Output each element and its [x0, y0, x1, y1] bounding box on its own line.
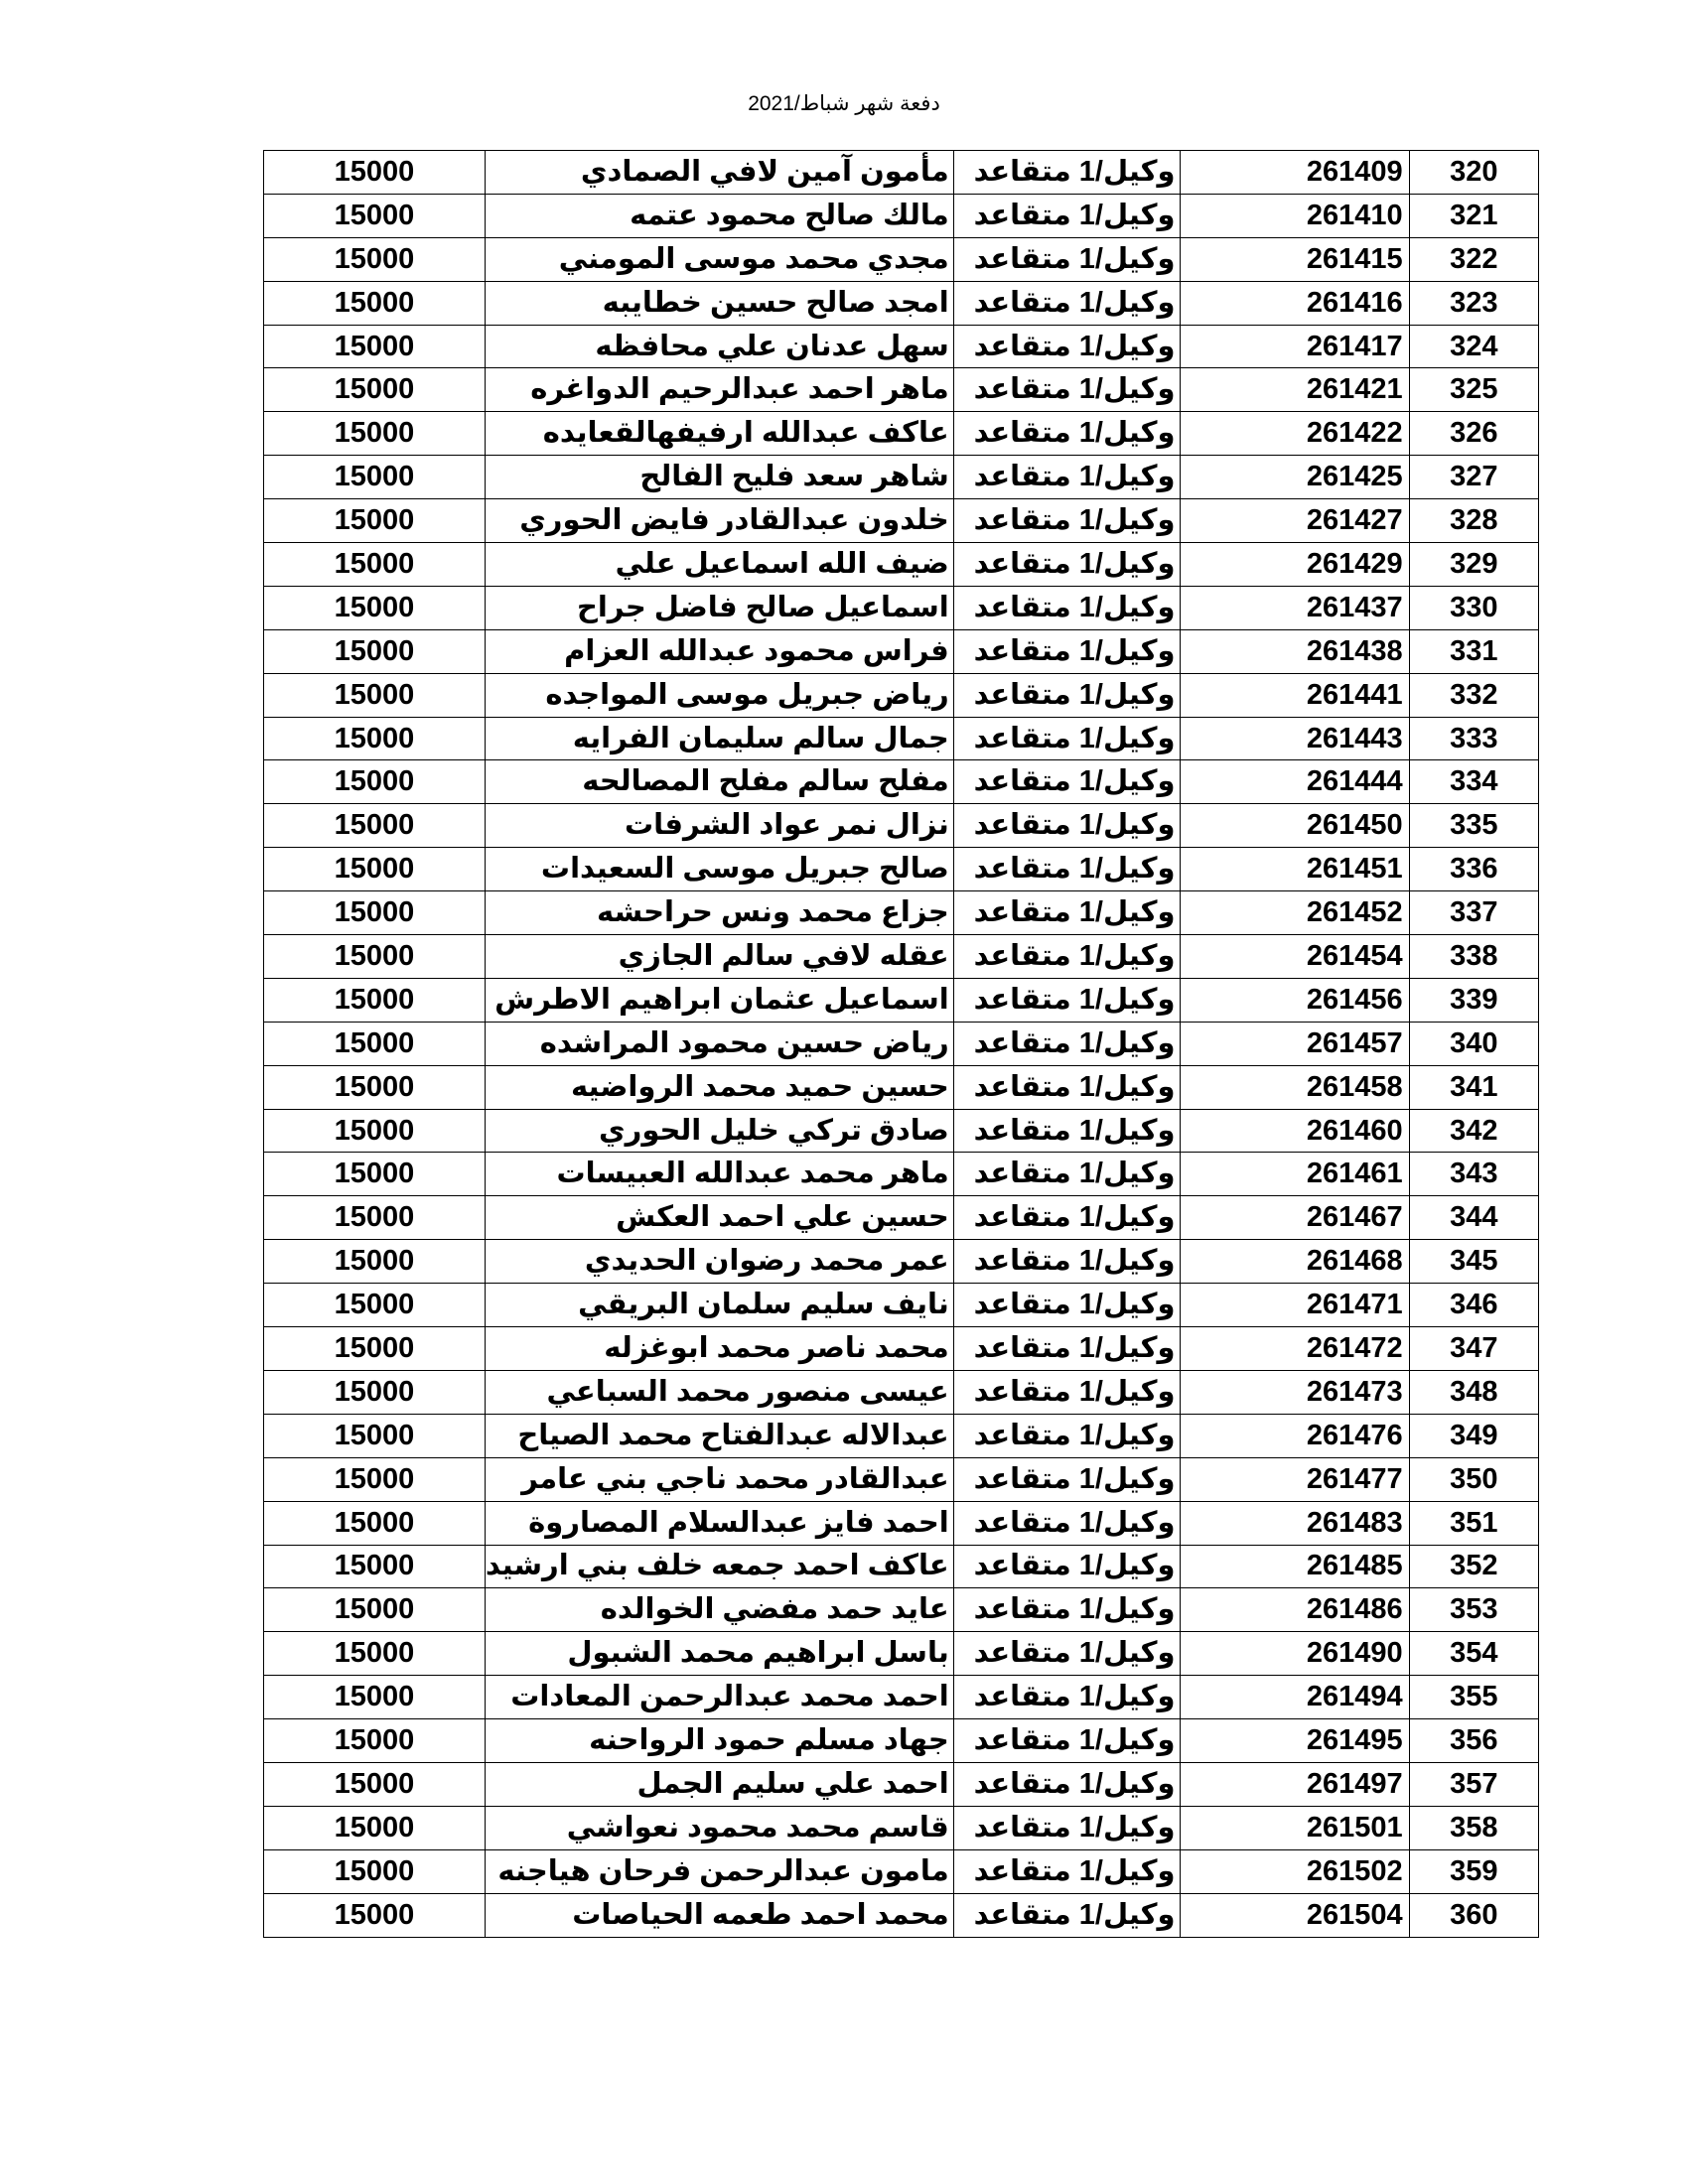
name-cell: ماهر احمد عبدالرحيم الدواغره [485, 368, 953, 412]
table-row [264, 1501, 1539, 1545]
name-cell: عبدالقادر محمد ناجي بني عامر [485, 1457, 953, 1501]
id-cell: 261460 [1180, 1109, 1409, 1153]
name-cell: عاكف عبدالله ارفيفهالقعايده [485, 412, 953, 456]
amount-cell: 15000 [264, 1109, 486, 1153]
table-row [264, 1327, 1539, 1371]
id-cell: 261476 [1180, 1414, 1409, 1457]
type-cell: وكيل/1 متقاعد [953, 368, 1180, 412]
type-cell: وكيل/1 متقاعد [953, 1240, 1180, 1284]
sequence-cell: 355 [1409, 1676, 1538, 1719]
table-row [264, 1762, 1539, 1806]
table-row [264, 586, 1539, 629]
id-cell: 261441 [1180, 673, 1409, 717]
sequence-cell: 327 [1409, 456, 1538, 499]
name-cell: صالح جبريل موسى السعيدات [485, 848, 953, 891]
id-cell: 261444 [1180, 760, 1409, 804]
table-row [264, 1109, 1539, 1153]
sequence-cell: 344 [1409, 1196, 1538, 1240]
name-cell: عايد حمد مفضي الخوالده [485, 1588, 953, 1632]
id-cell: 261415 [1180, 237, 1409, 281]
name-cell: ضيف الله اسماعيل علي [485, 543, 953, 587]
id-cell: 261504 [1180, 1893, 1409, 1937]
sequence-cell: 323 [1409, 281, 1538, 325]
sequence-cell: 357 [1409, 1762, 1538, 1806]
sequence-cell: 349 [1409, 1414, 1538, 1457]
table-row [264, 717, 1539, 760]
id-cell: 261497 [1180, 1762, 1409, 1806]
type-cell: وكيل/1 متقاعد [953, 543, 1180, 587]
amount-cell: 15000 [264, 1632, 486, 1676]
name-cell: جهاد مسلم حمود الرواحنه [485, 1719, 953, 1763]
amount-cell: 15000 [264, 848, 486, 891]
name-cell: فراس محمود عبدالله العزام [485, 629, 953, 673]
id-cell: 261477 [1180, 1457, 1409, 1501]
table-row [264, 1022, 1539, 1065]
sequence-cell: 332 [1409, 673, 1538, 717]
name-cell: احمد محمد عبدالرحمن المعادات [485, 1676, 953, 1719]
type-cell: وكيل/1 متقاعد [953, 629, 1180, 673]
id-cell: 261450 [1180, 804, 1409, 848]
type-cell: وكيل/1 متقاعد [953, 1414, 1180, 1457]
type-cell: وكيل/1 متقاعد [953, 1065, 1180, 1109]
name-cell: صادق تركي خليل الحوري [485, 1109, 953, 1153]
amount-cell: 15000 [264, 673, 486, 717]
sequence-cell: 326 [1409, 412, 1538, 456]
type-cell: وكيل/1 متقاعد [953, 1284, 1180, 1327]
amount-cell: 15000 [264, 1849, 486, 1893]
table-row [264, 1545, 1539, 1588]
sequence-cell: 348 [1409, 1370, 1538, 1414]
table-row [264, 194, 1539, 237]
sequence-cell: 356 [1409, 1719, 1538, 1763]
id-cell: 261461 [1180, 1153, 1409, 1196]
amount-cell: 15000 [264, 151, 486, 195]
name-cell: حسين علي احمد العكش [485, 1196, 953, 1240]
id-cell: 261502 [1180, 1849, 1409, 1893]
type-cell: وكيل/1 متقاعد [953, 1153, 1180, 1196]
name-cell: رياض حسين محمود المراشده [485, 1022, 953, 1065]
type-cell: وكيل/1 متقاعد [953, 151, 1180, 195]
id-cell: 261437 [1180, 586, 1409, 629]
type-cell: وكيل/1 متقاعد [953, 717, 1180, 760]
type-cell: وكيل/1 متقاعد [953, 1676, 1180, 1719]
table-row [264, 412, 1539, 456]
sequence-cell: 347 [1409, 1327, 1538, 1371]
sequence-cell: 325 [1409, 368, 1538, 412]
sequence-cell: 324 [1409, 325, 1538, 368]
type-cell: وكيل/1 متقاعد [953, 325, 1180, 368]
type-cell: وكيل/1 متقاعد [953, 281, 1180, 325]
id-cell: 261421 [1180, 368, 1409, 412]
amount-cell: 15000 [264, 1414, 486, 1457]
table-row [264, 1632, 1539, 1676]
type-cell: وكيل/1 متقاعد [953, 1849, 1180, 1893]
table-row [264, 456, 1539, 499]
table-row [264, 368, 1539, 412]
sequence-cell: 336 [1409, 848, 1538, 891]
sequence-cell: 328 [1409, 499, 1538, 543]
name-cell: نايف سليم سلمان البريقي [485, 1284, 953, 1327]
table-row [264, 760, 1539, 804]
name-cell: عاكف احمد جمعه خلف بني ارشيد [485, 1545, 953, 1588]
name-cell: مفلح سالم مفلح المصالحه [485, 760, 953, 804]
type-cell: وكيل/1 متقاعد [953, 935, 1180, 979]
amount-cell: 15000 [264, 1676, 486, 1719]
name-cell: حسين حميد محمد الرواضيه [485, 1065, 953, 1109]
sequence-cell: 351 [1409, 1501, 1538, 1545]
amount-cell: 15000 [264, 1284, 486, 1327]
sequence-cell: 322 [1409, 237, 1538, 281]
id-cell: 261494 [1180, 1676, 1409, 1719]
type-cell: وكيل/1 متقاعد [953, 978, 1180, 1022]
table-row [264, 237, 1539, 281]
name-cell: جمال سالم سليمان الفرايه [485, 717, 953, 760]
amount-cell: 15000 [264, 629, 486, 673]
id-cell: 261452 [1180, 891, 1409, 935]
type-cell: وكيل/1 متقاعد [953, 237, 1180, 281]
id-cell: 261472 [1180, 1327, 1409, 1371]
amount-cell: 15000 [264, 281, 486, 325]
sequence-cell: 358 [1409, 1806, 1538, 1849]
sequence-cell: 340 [1409, 1022, 1538, 1065]
table-row [264, 1849, 1539, 1893]
amount-cell: 15000 [264, 499, 486, 543]
type-cell: وكيل/1 متقاعد [953, 848, 1180, 891]
table-row [264, 325, 1539, 368]
type-cell: وكيل/1 متقاعد [953, 760, 1180, 804]
amount-cell: 15000 [264, 1370, 486, 1414]
table-row [264, 1153, 1539, 1196]
id-cell: 261471 [1180, 1284, 1409, 1327]
type-cell: وكيل/1 متقاعد [953, 673, 1180, 717]
id-cell: 261473 [1180, 1370, 1409, 1414]
name-cell: شاهر سعد فليح الفالح [485, 456, 953, 499]
table-row [264, 978, 1539, 1022]
table-row [264, 1196, 1539, 1240]
type-cell: وكيل/1 متقاعد [953, 1893, 1180, 1937]
type-cell: وكيل/1 متقاعد [953, 456, 1180, 499]
amount-cell: 15000 [264, 456, 486, 499]
table-row [264, 629, 1539, 673]
name-cell: قاسم محمد محمود نعواشي [485, 1806, 953, 1849]
amount-cell: 15000 [264, 804, 486, 848]
type-cell: وكيل/1 متقاعد [953, 1370, 1180, 1414]
name-cell: رياض جبريل موسى المواجده [485, 673, 953, 717]
id-cell: 261425 [1180, 456, 1409, 499]
type-cell: وكيل/1 متقاعد [953, 412, 1180, 456]
amount-cell: 15000 [264, 1588, 486, 1632]
id-cell: 261483 [1180, 1501, 1409, 1545]
sequence-cell: 359 [1409, 1849, 1538, 1893]
amount-cell: 15000 [264, 891, 486, 935]
sequence-cell: 339 [1409, 978, 1538, 1022]
type-cell: وكيل/1 متقاعد [953, 586, 1180, 629]
table-row [264, 1719, 1539, 1763]
roster-table-body [264, 151, 1539, 1938]
amount-cell: 15000 [264, 1893, 486, 1937]
id-cell: 261458 [1180, 1065, 1409, 1109]
amount-cell: 15000 [264, 978, 486, 1022]
type-cell: وكيل/1 متقاعد [953, 1501, 1180, 1545]
name-cell: احمد علي سليم الجمل [485, 1762, 953, 1806]
amount-cell: 15000 [264, 1806, 486, 1849]
name-cell: مالك صالح محمود عتمه [485, 194, 953, 237]
amount-cell: 15000 [264, 237, 486, 281]
amount-cell: 15000 [264, 1327, 486, 1371]
amount-cell: 15000 [264, 412, 486, 456]
amount-cell: 15000 [264, 760, 486, 804]
type-cell: وكيل/1 متقاعد [953, 804, 1180, 848]
table-row [264, 1065, 1539, 1109]
table-row [264, 935, 1539, 979]
amount-cell: 15000 [264, 325, 486, 368]
id-cell: 261427 [1180, 499, 1409, 543]
id-cell: 261501 [1180, 1806, 1409, 1849]
sequence-cell: 341 [1409, 1065, 1538, 1109]
table-row [264, 151, 1539, 195]
amount-cell: 15000 [264, 1022, 486, 1065]
type-cell: وكيل/1 متقاعد [953, 499, 1180, 543]
amount-cell: 15000 [264, 543, 486, 587]
name-cell: ماهر محمد عبدالله العبيسات [485, 1153, 953, 1196]
table-row [264, 543, 1539, 587]
amount-cell: 15000 [264, 717, 486, 760]
roster-table [263, 150, 1539, 1938]
type-cell: وكيل/1 متقاعد [953, 1022, 1180, 1065]
amount-cell: 15000 [264, 1762, 486, 1806]
id-cell: 261490 [1180, 1632, 1409, 1676]
sequence-cell: 346 [1409, 1284, 1538, 1327]
sequence-cell: 334 [1409, 760, 1538, 804]
name-cell: اسماعيل عثمان ابراهيم الاطرش [485, 978, 953, 1022]
table-row [264, 1414, 1539, 1457]
table-row [264, 281, 1539, 325]
id-cell: 261438 [1180, 629, 1409, 673]
name-cell: امجد صالح حسين خطايبه [485, 281, 953, 325]
sequence-cell: 352 [1409, 1545, 1538, 1588]
name-cell: عقله لافي سالم الجازي [485, 935, 953, 979]
name-cell: باسل ابراهيم محمد الشبول [485, 1632, 953, 1676]
sequence-cell: 342 [1409, 1109, 1538, 1153]
table-row [264, 673, 1539, 717]
name-cell: محمد ناصر محمد ابوغزله [485, 1327, 953, 1371]
type-cell: وكيل/1 متقاعد [953, 1457, 1180, 1501]
name-cell: نزال نمر عواد الشرفات [485, 804, 953, 848]
id-cell: 261486 [1180, 1588, 1409, 1632]
type-cell: وكيل/1 متقاعد [953, 194, 1180, 237]
id-cell: 261454 [1180, 935, 1409, 979]
amount-cell: 15000 [264, 1240, 486, 1284]
type-cell: وكيل/1 متقاعد [953, 1327, 1180, 1371]
sequence-cell: 321 [1409, 194, 1538, 237]
table-row [264, 1284, 1539, 1327]
name-cell: اسماعيل صالح فاضل جراح [485, 586, 953, 629]
id-cell: 261410 [1180, 194, 1409, 237]
type-cell: وكيل/1 متقاعد [953, 891, 1180, 935]
id-cell: 261456 [1180, 978, 1409, 1022]
name-cell: سهل عدنان علي محافظه [485, 325, 953, 368]
table-row [264, 499, 1539, 543]
sequence-cell: 338 [1409, 935, 1538, 979]
type-cell: وكيل/1 متقاعد [953, 1719, 1180, 1763]
sequence-cell: 333 [1409, 717, 1538, 760]
amount-cell: 15000 [264, 1196, 486, 1240]
name-cell: عمر محمد رضوان الحديدي [485, 1240, 953, 1284]
name-cell: مأمون آمين لافي الصمادي [485, 151, 953, 195]
type-cell: وكيل/1 متقاعد [953, 1545, 1180, 1588]
amount-cell: 15000 [264, 368, 486, 412]
sequence-cell: 343 [1409, 1153, 1538, 1196]
id-cell: 261429 [1180, 543, 1409, 587]
name-cell: مامون عبدالرحمن فرحان هياجنه [485, 1849, 953, 1893]
amount-cell: 15000 [264, 194, 486, 237]
id-cell: 261457 [1180, 1022, 1409, 1065]
table-row [264, 891, 1539, 935]
amount-cell: 15000 [264, 1719, 486, 1763]
type-cell: وكيل/1 متقاعد [953, 1196, 1180, 1240]
table-row [264, 1370, 1539, 1414]
sequence-cell: 350 [1409, 1457, 1538, 1501]
id-cell: 261485 [1180, 1545, 1409, 1588]
amount-cell: 15000 [264, 1545, 486, 1588]
page-title: دفعة شهر شباط/2021 [748, 92, 940, 115]
name-cell: محمد احمد طعمه الحياصات [485, 1893, 953, 1937]
table-row [264, 1893, 1539, 1937]
sequence-cell: 337 [1409, 891, 1538, 935]
sequence-cell: 331 [1409, 629, 1538, 673]
type-cell: وكيل/1 متقاعد [953, 1109, 1180, 1153]
id-cell: 261495 [1180, 1719, 1409, 1763]
amount-cell: 15000 [264, 1501, 486, 1545]
id-cell: 261417 [1180, 325, 1409, 368]
name-cell: جزاع محمد ونس حراحشه [485, 891, 953, 935]
table-row [264, 804, 1539, 848]
name-cell: خلدون عبدالقادر فايض الحوري [485, 499, 953, 543]
id-cell: 261443 [1180, 717, 1409, 760]
id-cell: 261451 [1180, 848, 1409, 891]
amount-cell: 15000 [264, 586, 486, 629]
sequence-cell: 354 [1409, 1632, 1538, 1676]
amount-cell: 15000 [264, 1065, 486, 1109]
name-cell: عيسى منصور محمد السباعي [485, 1370, 953, 1414]
sequence-cell: 320 [1409, 151, 1538, 195]
type-cell: وكيل/1 متقاعد [953, 1762, 1180, 1806]
id-cell: 261468 [1180, 1240, 1409, 1284]
sequence-cell: 330 [1409, 586, 1538, 629]
sequence-cell: 360 [1409, 1893, 1538, 1937]
type-cell: وكيل/1 متقاعد [953, 1588, 1180, 1632]
sequence-cell: 335 [1409, 804, 1538, 848]
table-row [264, 1588, 1539, 1632]
id-cell: 261467 [1180, 1196, 1409, 1240]
table-row [264, 1240, 1539, 1284]
id-cell: 261416 [1180, 281, 1409, 325]
name-cell: مجدي محمد موسى المومني [485, 237, 953, 281]
table-row [264, 1457, 1539, 1501]
sequence-cell: 353 [1409, 1588, 1538, 1632]
amount-cell: 15000 [264, 935, 486, 979]
sequence-cell: 329 [1409, 543, 1538, 587]
table-row [264, 1806, 1539, 1849]
type-cell: وكيل/1 متقاعد [953, 1632, 1180, 1676]
name-cell: عبدالاله عبدالفتاح محمد الصياح [485, 1414, 953, 1457]
id-cell: 261409 [1180, 151, 1409, 195]
type-cell: وكيل/1 متقاعد [953, 1806, 1180, 1849]
table-row [264, 1676, 1539, 1719]
amount-cell: 15000 [264, 1457, 486, 1501]
amount-cell: 15000 [264, 1153, 486, 1196]
table-row [264, 848, 1539, 891]
sequence-cell: 345 [1409, 1240, 1538, 1284]
id-cell: 261422 [1180, 412, 1409, 456]
name-cell: احمد فايز عبدالسلام المصاروة [485, 1501, 953, 1545]
